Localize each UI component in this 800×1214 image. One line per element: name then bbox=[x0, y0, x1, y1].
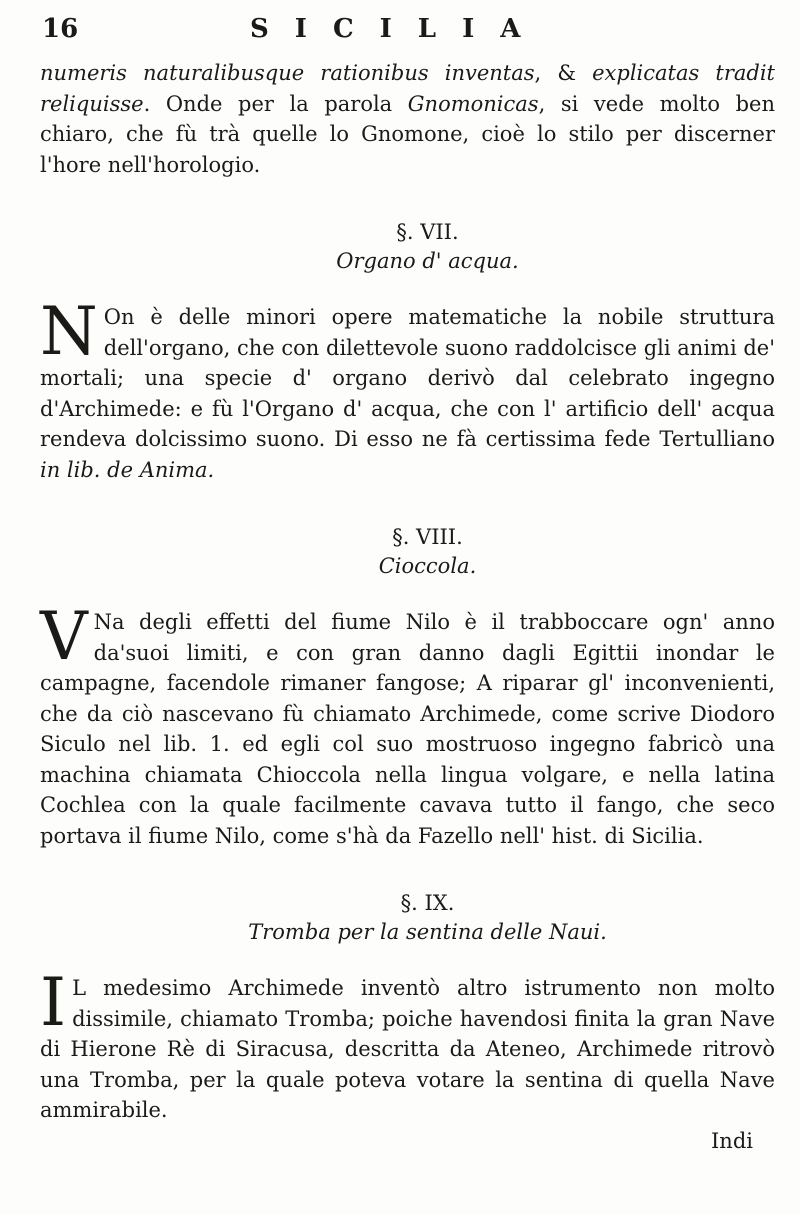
section-7-number: §. VII. bbox=[396, 220, 459, 244]
section-9-title: Tromba per la sentina delle Naui. bbox=[248, 920, 607, 944]
catchword: Indi bbox=[711, 1128, 753, 1153]
opening-italic-2: explicatas tradit reliquisse bbox=[40, 61, 775, 116]
catchword-line bbox=[40, 1126, 775, 1157]
running-title: SICILIA bbox=[250, 14, 547, 44]
section-8-body: Na degli effetti del fiume Nilo è il trabboccare ogn' anno da'suoi limiti, e con gran danno dagli Egittii inondar le campagne, facendole rimaner fangose; A riparar gl' inconvenienti, che da ciò nascevano fù chiamato Archimede, come scrive Diodoro Siculo nel lib. 1. ed egli col suo mostruoso ingegno fabricò una machina chiamata Chioccola nella lingua volgare, e nella latina Cochlea con la quale facilmente cavava tutto il fango, che seco portava il fiume Nilo, come s'hà da Fazello nell' hist. di Sicilia. bbox=[40, 610, 775, 848]
page-body bbox=[40, 58, 775, 1156]
drop-cap: V bbox=[40, 598, 88, 675]
drop-cap: I bbox=[40, 964, 67, 1041]
opening-paragraph bbox=[40, 58, 775, 180]
section-7-body: On è delle minori opere matematiche la nobile struttura dell'organo, che con dilettevole suono raddolcisce gli animi de' mortali; una specie d' organo derivò dal celebrato ingegno d'Archimede: e fù l'Organo d' acqua, che con l' artificio dell' acqua rendeva dolcissimo suono. Di esso ne fà certissima fede Tertulliano bbox=[40, 305, 775, 451]
section-7-title: Organo d' acqua. bbox=[336, 249, 519, 273]
drop-cap: N bbox=[40, 293, 98, 370]
opening-italic-1: numeris naturalibusque rationibus inventas bbox=[40, 61, 535, 85]
section-9-body: L medesimo Archimede inventò altro istrumento non molto dissimile, chiamato Tromba; poiche havendosi finita la gran Nave di Hierone Rè di Siracusa, descritta da Ateneo, Archimede ritrovò una Tromba, per la quale poteva votare la sentina di quella Nave ammirabile. bbox=[40, 976, 775, 1122]
opening-text-3: , si vede molto ben chiaro, che fù trà quelle lo Gnomone, cioè lo stilo per discerner l'hore nell'horologio. bbox=[40, 91, 775, 177]
section-8-paragraph bbox=[40, 598, 775, 851]
section-8-title: Cioccola. bbox=[378, 554, 477, 578]
section-8-number: §. VIII. bbox=[392, 525, 463, 549]
running-head bbox=[30, 14, 770, 54]
section-9-paragraph bbox=[40, 964, 775, 1126]
page-number: 16 bbox=[42, 14, 79, 44]
section-9-number: §. IX. bbox=[400, 891, 455, 915]
opening-text-2: . Onde per la parola bbox=[143, 91, 408, 116]
section-7-citation: in lib. de Anima. bbox=[40, 457, 215, 482]
opening-text-1: , & bbox=[534, 61, 593, 85]
section-7-paragraph bbox=[40, 293, 775, 485]
opening-italic-3: Gnomonicas bbox=[407, 91, 539, 116]
